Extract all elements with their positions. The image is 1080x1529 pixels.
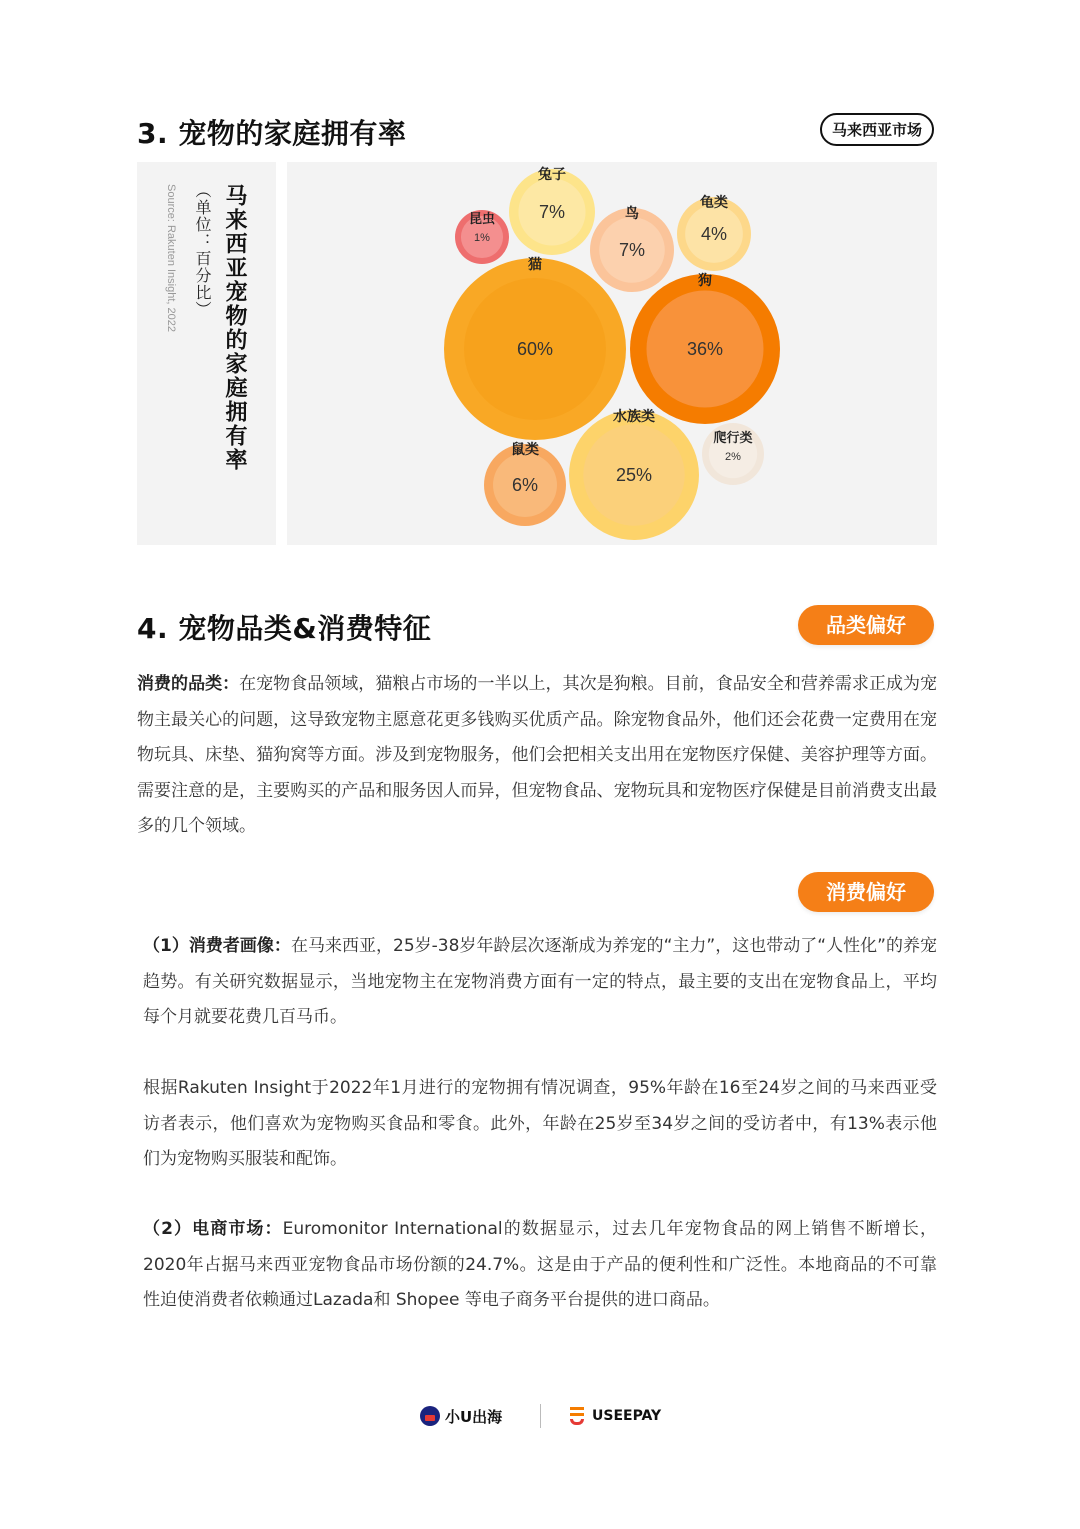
consumer-profile-body: 在马来西亚，25岁-38岁年龄层次逐渐成为养宠的“主力”，这也带动了“人性化”的养宠趋势。有关研究数据显示，当地宠物主在宠物消费方面有一定的特点，最主要的支出在宠物食品上，平均每个月就要花费几百马币。 [143,936,937,1027]
bubble-value-label: 60% [516,339,554,359]
market-badge: 马来西亚市场 [820,113,934,146]
bubble-chart [287,162,937,545]
consumer-profile-paragraph [143,929,937,1036]
bubble-5 [484,441,566,526]
bubble-value-label: 7% [538,202,566,222]
bubble-6 [677,194,751,271]
bubble-1 [630,272,780,424]
bubble-value-label: 6% [511,475,539,495]
consumption-preference-badge: 消费偏好 [798,872,934,912]
brand1-text: 小U出海 [445,1407,503,1426]
category-body: 在宠物食品领域，猫粮占市场的一半以上，其次是狗粮。目前，食品安全和营养需求正成为宠物主最关心的问题，这导致宠物主愿意花更多钱购买优质产品。除宠物食品外，他们还会花费一定费用在宠物玩具、床垫、猫狗窝等方面。涉及到宠物服务，他们会把相关支出用在宠物医疗保健、美容护理等方面。需要注意的是，主要购买的产品和服务因人而异，但宠物食品、宠物玩具和宠物医疗保健是目前消费支出最多的几个领域。 [137,674,938,836]
bubble-0 [444,256,626,440]
bubble-name-label: 鼠类 [511,442,539,458]
footer-brand2 [568,1402,661,1430]
bubble-name-label: 龟类 [700,195,728,211]
bubble-name-label: 狗 [698,273,712,289]
category-paragraph [137,667,937,845]
bubble-value-label: 36% [686,339,724,359]
chart-title: 马来西亚宠物的家庭拥有率 [222,184,247,472]
bubble-7 [702,423,764,485]
category-preference-badge: 品类偏好 [798,605,934,645]
consumer-profile-lead: （1）消费者画像： [143,936,291,956]
bubble-value-label: 25% [615,465,653,485]
useepay-logo-icon [568,1405,588,1427]
bubble-value-label: 4% [700,224,728,244]
chart-unit: （单位：百分比） [193,182,212,318]
bubble-name-label: 爬行类 [713,431,753,446]
section3-title: 3. 宠物的家庭拥有率 [137,117,407,150]
bubble-name-label: 兔子 [538,167,566,183]
ecommerce-body: Euromonitor International的数据显示，过去几年宠物食品的网上销售不断增长，2020年占据马来西亚宠物食品市场份额的24.7%。这是由于产品的便利性和广泛性。本地商品的不可靠性迫使消费者依赖通过Lazada和 Shopee 等电子商务平台提供的进口商品。 [143,1219,937,1310]
bubble-8 [455,210,509,264]
bubble-3 [509,166,595,255]
footer-divider [540,1404,541,1428]
ecommerce-paragraph [143,1212,937,1319]
chart-panel [287,162,937,545]
footer-brand1 [420,1402,502,1430]
bubble-2 [569,408,699,540]
bubble-name-label: 鸟 [625,206,639,222]
bubble-4 [590,205,674,292]
brand2-text: USEEPAY [592,1408,662,1424]
chart-source: Source: Rakuten Insight, 2022 [165,184,177,332]
bubble-value-label: 2% [725,451,741,463]
ecommerce-lead: （2）电商市场： [143,1219,283,1239]
bubble-name-label: 猫 [528,257,542,273]
bubble-value-label: 1% [474,232,490,244]
survey-paragraph: 根据Rakuten Insight于2022年1月进行的宠物拥有情况调查，95%年龄在16至24岁之间的马来西亚受访者表示，他们喜欢为宠物购买食品和零食。此外，年龄在25岁至34岁之间的受访者中，有13%表示他们为宠物购买服装和配饰。 [143,1078,937,1169]
bubble-name-label: 昆虫 [468,212,496,227]
category-lead: 消费的品类： [137,674,240,694]
bubble-name-label: 水族类 [613,409,655,425]
chart-title-panel [137,162,276,545]
section4-title: 4. 宠物品类&消费特征 [137,612,432,645]
xiaou-logo-icon [420,1406,440,1426]
bubble-value-label: 7% [618,240,646,260]
